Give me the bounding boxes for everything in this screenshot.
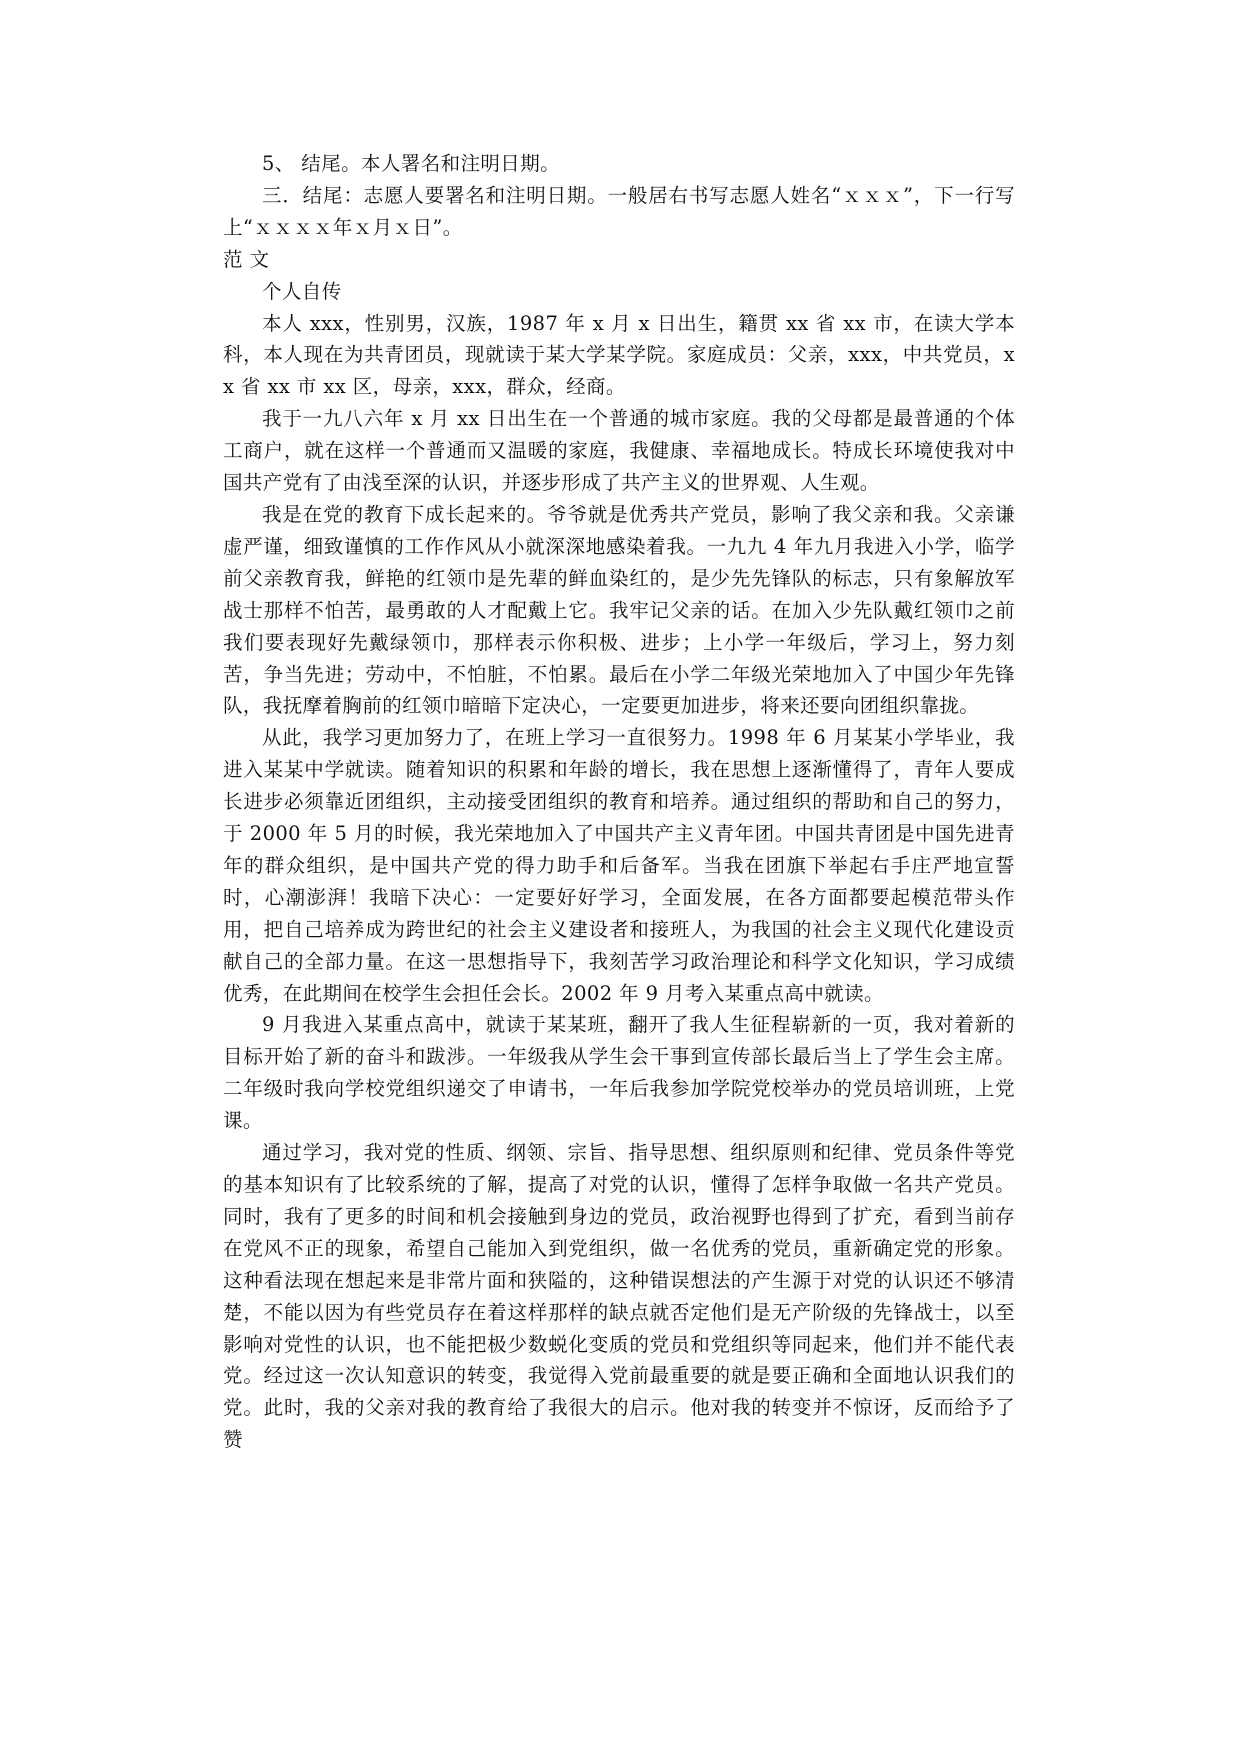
intro-item-ending: 5、 结尾。本人署名和注明日期。 <box>262 152 561 175</box>
body-paragraph-1: 本人 xxx，性别男，汉族，1987 年 x 月 x 日出生，籍贯 xx 省 xx 市，在读大学本科，本人现在为共青团员，现就读于某大学某学院。家庭成员：父亲，xxx，中共党员，xx 省 xx 市 xx 区，母亲，xxx，群众，经商。 <box>223 311 1015 399</box>
essay-title: 个人自传 <box>262 279 342 303</box>
intro-item-signature: 三．结尾：志愿人要署名和注明日期。一般居右书写志愿人姓名“ｘｘｘ”，下一行写上“ｘｘｘｘ年ｘ月ｘ日”。 <box>223 183 1015 239</box>
document-page <box>223 148 1015 1456</box>
body-paragraph-6: 通过学习，我对党的性质、纲领、宗旨、指导思想、组织原则和纪律、党员条件等党的基本知识有了比较系统的了解，提高了对党的认识，懂得了怎样争取做一名共产党员。同时，我有了更多的时间和机会接触到身边的党员，政治视野也得到了扩充，看到当前存在党风不正的现象，希望自己能加入到党组织，做一名优秀的党员，重新确定党的形象。这种看法现在想起来是非常片面和狭隘的，这种错误想法的产生源于对党的认识还不够清楚，不能以因为有些党员存在着这样那样的缺点就否定他们是无产阶级的先锋战士，以至影响对党性的认识，也不能把极少数蜕化变质的党员和党组织等同起来，他们并不能代表党。经过这一次认知意识的转变，我觉得入党前最重要的就是要正确和全面地认识我们的党。此时，我的父亲对我的教育给了我很大的启示。他对我的转变并不惊讶，反而给予了赞 <box>223 1141 1015 1452</box>
body-paragraph-3: 我是在党的教育下成长起来的。爷爷就是优秀共产党员，影响了我父亲和我。父亲谦虚严谨，细致谨慎的工作作风从小就深深地感染着我。一九九 4 年九月我进入小学，临学前父亲教育我，鲜艳的红领巾是先辈的鲜血染红的，是少先先锋队的标志，只有象解放军战士那样不怕苦，最勇敢的人才配戴上它。我牢记父亲的话。在加入少先队戴红领巾之前我们要表现好先戴绿领巾，那样表示你积极、进步；上小学一年级后，学习上，努力刻苦，争当先进；劳动中，不怕脏，不怕累。最后在小学二年级光荣地加入了中国少年先锋队，我抚摩着胸前的红领巾暗暗下定决心，一定要更加进步，将来还要向团组织靠拢。 <box>223 502 1015 718</box>
body-paragraph-4: 从此，我学习更加努力了，在班上学习一直很努力。1998 年 6 月某某小学毕业，我进入某某中学就读。随着知识的积累和年龄的增长，我在思想上逐渐懂得了，青年人要成长进步必须靠近团组织，主动接受团组织的教育和培养。通过组织的帮助和自己的努力，于 2000 年 5 月的时候，我光荣地加入了中国共产主义青年团。中国共青团是中国先进青年的群众组织，是中国共产党的得力助手和后备军。当我在团旗下举起右手庄严地宣誓时，心潮澎湃！我暗下决心：一定要好好学习，全面发展，在各方面都要起模范带头作用，把自己培养成为跨世纪的社会主义建设者和接班人，为我国的社会主义现代化建设贡献自己的全部力量。在这一思想指导下，我刻苦学习政治理论和科学文化知识，学习成绩优秀，在此期间在校学生会担任会长。2002 年 9 月考入某重点高中就读。 <box>223 726 1015 1005</box>
body-paragraph-2: 我于一九八六年 x 月 xx 日出生在一个普通的城市家庭。我的父母都是最普通的个体工商户，就在这样一个普通而又温暖的家庭，我健康、幸福地成长。特成长环境使我对中国共产党有了由浅至深的认识，并逐步形成了共产主义的世界观、人生观。 <box>223 407 1015 495</box>
body-paragraph-5: 9 月我进入某重点高中，就读于某某班，翻开了我人生征程崭新的一页，我对着新的目标开始了新的奋斗和跋涉。一年级我从学生会干事到宣传部长最后当上了学生会主席。二年级时我向学校党组织递交了申请书，一年后我参加学院党校举办的党员培训班，上党课。 <box>223 1013 1015 1133</box>
section-heading: 范 文 <box>223 247 270 271</box>
